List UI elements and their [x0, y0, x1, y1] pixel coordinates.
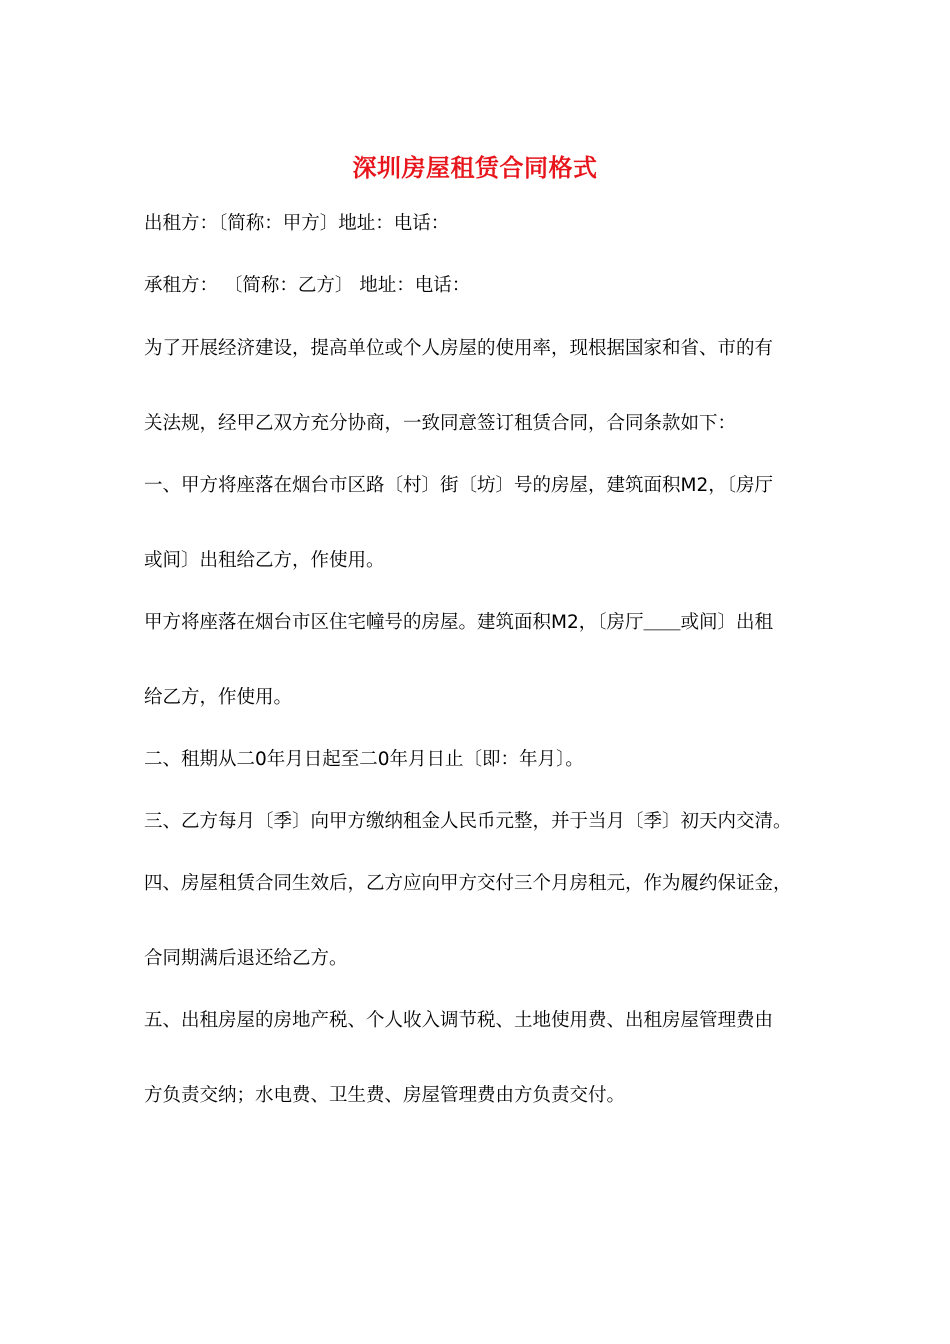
preamble-line-1: 为了开展经济建设，提高单位或个人房屋的使用率，现根据国家和省、市的有 — [144, 338, 774, 359]
lessor-line: 出租方：〔简称：甲方〕地址：电话： — [144, 213, 450, 234]
document-title: 深圳房屋租赁合同格式 — [352, 154, 598, 182]
clause-1b-line-2: 给乙方，作使用。 — [144, 687, 293, 708]
preamble-line-2: 关法规，经甲乙双方充分协商，一致同意签订租赁合同，合同条款如下： — [144, 413, 737, 434]
clause-3-line: 三、乙方每月〔季〕向甲方缴纳租金人民币元整，并于当月〔季〕初天内交清。 — [144, 811, 792, 832]
clause-4-line-2: 合同期满后退还给乙方。 — [144, 948, 348, 969]
clause-5-line-2: 方负责交纳；水电费、卫生费、房屋管理费由方负责交付。 — [144, 1085, 626, 1106]
clause-1-line-2: 或间〕出租给乙方，作使用。 — [144, 550, 385, 571]
clause-5-line-1: 五、出租房屋的房地产税、个人收入调节税、土地使用费、出租房屋管理费由 — [144, 1010, 774, 1031]
clause-1b-line-1: 甲方将座落在烟台市区住宅幢号的房屋。建筑面积M2，〔房厅＿＿或间〕出租 — [144, 612, 773, 633]
clause-1-line-1: 一、甲方将座落在烟台市区路〔村〕街〔坊〕号的房屋，建筑面积M2，〔房厅 — [144, 475, 773, 496]
lessee-line: 承租方： 〔简称：乙方〕 地址：电话： — [144, 275, 471, 296]
clause-4-line-1: 四、房屋租赁合同生效后，乙方应向甲方交付三个月房租元，作为履约保证金， — [144, 873, 792, 894]
clause-2-line: 二、租期从二0年月日起至二0年月日止〔即：年月〕。 — [144, 749, 584, 770]
